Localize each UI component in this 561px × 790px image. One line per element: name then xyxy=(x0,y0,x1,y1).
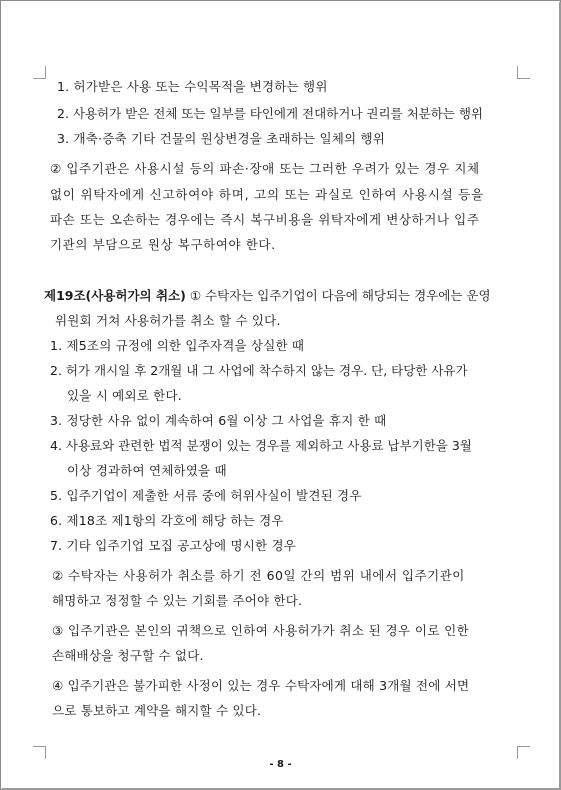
list-item: 6. 제18조 제1항의 각호에 해당 하는 경우 xyxy=(50,513,284,528)
margin-corner-bottom-left xyxy=(33,746,46,759)
paragraph-line: 손해배상을 청구할 수 없다. xyxy=(52,648,204,663)
paragraph-line: ② 수탁자는 사용허가 취소를 하기 전 60일 간의 범위 내에서 입주기관이 xyxy=(52,568,465,583)
paragraph-line: 없이 위탁자에게 신고하여야 하며, 고의 또는 과실로 인하여 사용시설 등을 xyxy=(50,187,484,202)
margin-corner-bottom-right xyxy=(517,746,530,759)
list-item: 2. 허가 개시일 후 2개월 내 그 사업에 착수하지 않는 경우. 단, 타당한 사유가 xyxy=(50,363,468,378)
list-item: 4. 사용료와 관련한 법적 분쟁이 있는 경우를 제외하고 사용료 납부기한을 3월 xyxy=(50,438,472,453)
list-item: 5. 입주기업이 제출한 서류 중에 허위사실이 발견된 경우 xyxy=(50,488,362,503)
list-item: 7. 기타 입주기업 모집 공고상에 명시한 경우 xyxy=(50,538,297,553)
article-heading xyxy=(44,287,491,305)
list-item: 2. 사용허가 받은 전체 또는 일부를 타인에게 전대하거나 권리를 처분하는 행위 xyxy=(57,106,483,121)
list-item-continuation: 이상 경과하여 연체하였을 때 xyxy=(67,463,227,478)
margin-corner-top-right xyxy=(517,66,530,79)
paragraph-line: 해명하고 정정할 수 있는 기회를 주어야 한다. xyxy=(52,593,303,608)
list-item: 3. 정당한 사유 없이 계속하여 6월 이상 그 사업을 휴지 한 때 xyxy=(50,413,387,428)
paragraph-line: 으로 통보하고 계약을 해지할 수 있다. xyxy=(52,703,262,718)
list-item: 1. 제5조의 규정에 의한 입주자격을 상실한 때 xyxy=(50,338,305,353)
list-item: 3. 개축·증축 기타 건물의 원상변경을 초래하는 일체의 행위 xyxy=(57,131,386,146)
article-title: 제19조(사용허가의 취소) xyxy=(44,288,186,303)
list-item: 1. 허가받은 사용 또는 수익목적을 변경하는 행위 xyxy=(57,79,328,94)
paragraph-line: ④ 입주기관은 불가피한 사정이 있는 경우 수탁자에게 대해 3개월 전에 서면 xyxy=(52,678,470,693)
list-item-continuation: 있을 시 예외로 한다. xyxy=(67,388,182,403)
paragraph-line: 파손 또는 오손하는 경우에는 즉시 복구비용을 위탁자에게 변상하거나 입주 xyxy=(50,212,480,227)
page-number: - 8 - xyxy=(269,759,292,770)
paragraph-line: ③ 입주기관은 본인의 귀책으로 인하여 사용허가가 취소 된 경우 이로 인한 xyxy=(52,623,470,638)
paragraph-line: ② 입주기관은 사용시설 등의 파손·장애 또는 그러한 우려가 있는 경우 지체 xyxy=(50,161,480,176)
article-line: 위원회 거쳐 사용허가를 취소 할 수 있다. xyxy=(55,313,281,328)
article-first-line: ① 수탁자는 입주기업이 다음에 해당되는 경우에는 운영 xyxy=(185,288,491,303)
paragraph-line: 기관의 부담으로 원상 복구하여야 한다. xyxy=(50,237,276,252)
margin-corner-top-left xyxy=(33,66,46,79)
